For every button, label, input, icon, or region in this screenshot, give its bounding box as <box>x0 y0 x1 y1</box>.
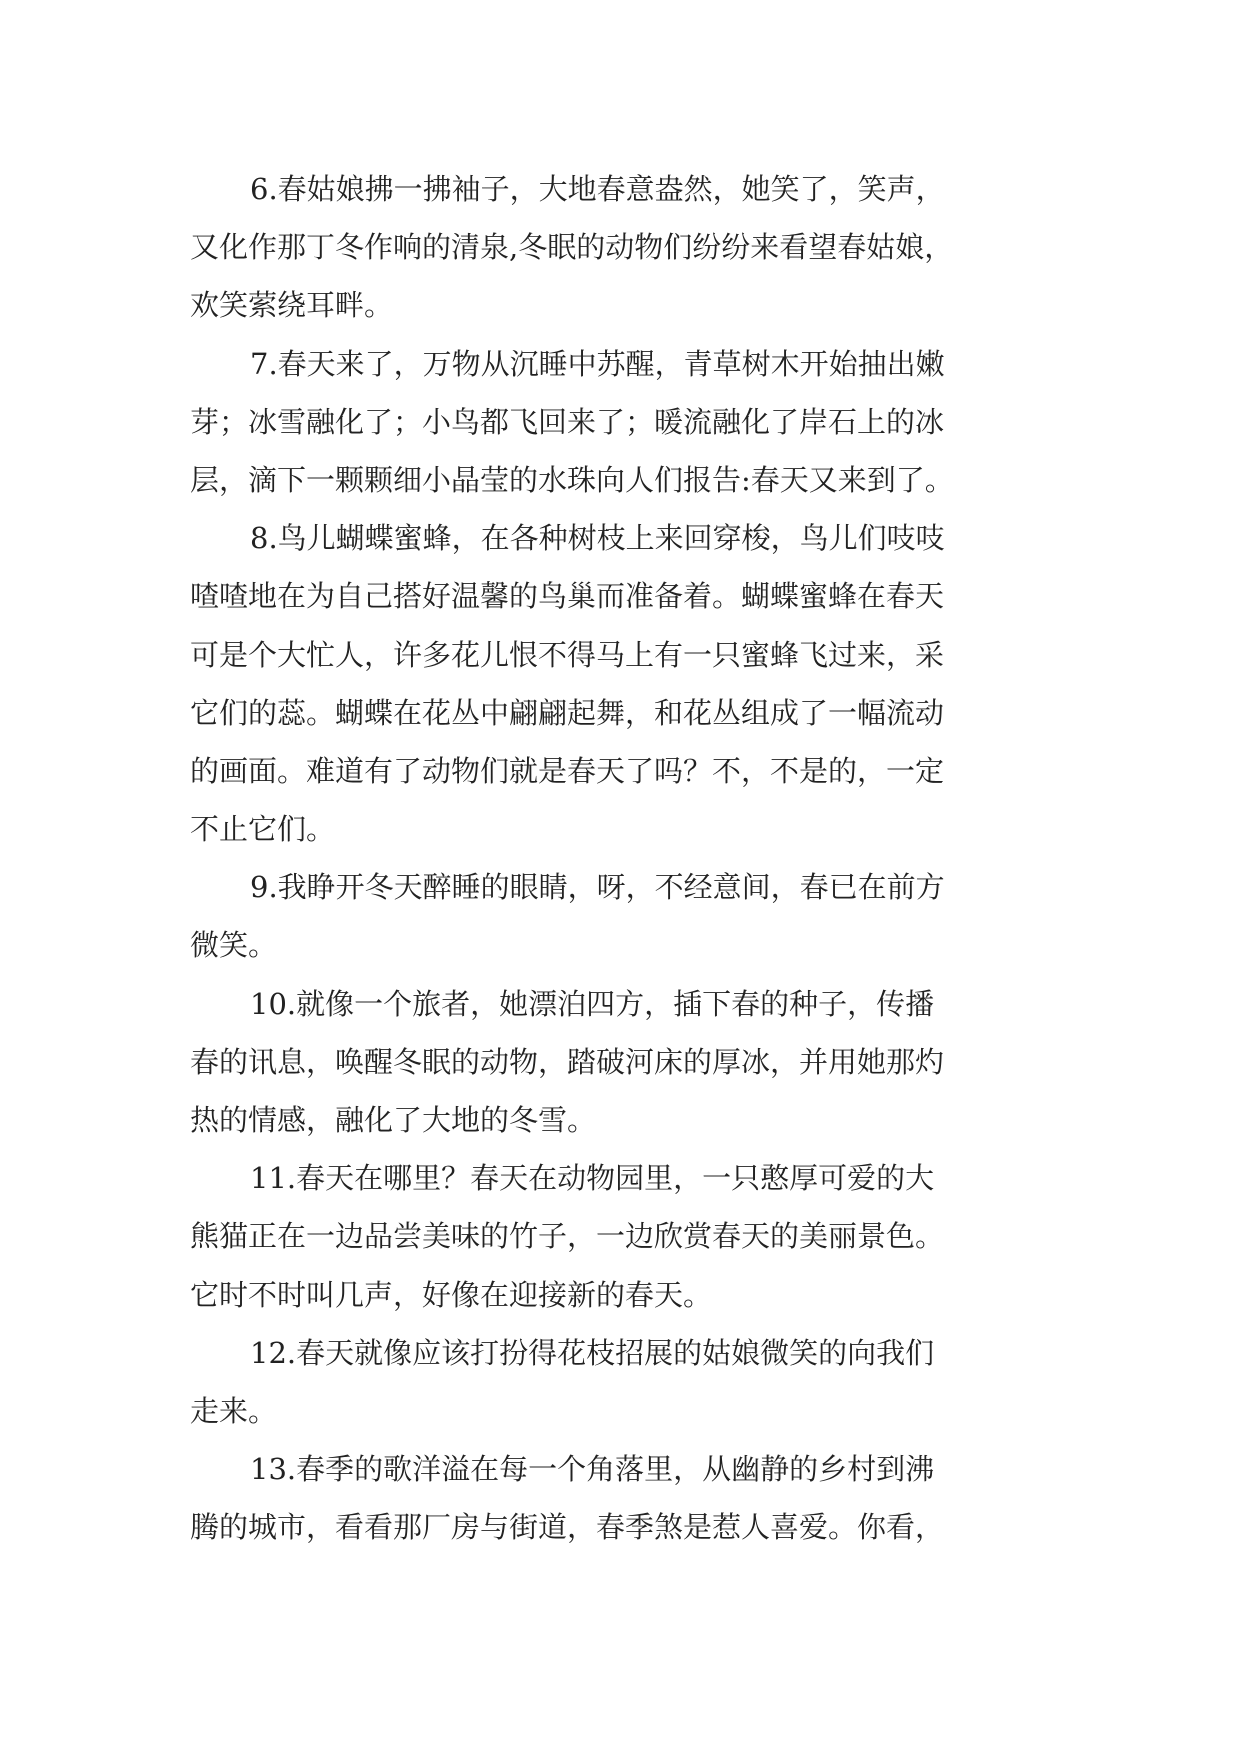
text-line: 12.春天就像应该打扮得花枝招展的姑娘微笑的向我们 <box>250 1335 935 1370</box>
text-line: 6.春姑娘拂一拂袖子，大地春意盎然，她笑了，笑声， <box>250 172 945 206</box>
document-body <box>190 160 1075 1557</box>
text-line: 可是个大忙人，许多花儿恨不得马上有一只蜜蜂飞过来，采 <box>190 637 945 672</box>
text-line: 不止它们。 <box>190 812 336 847</box>
text-line: 微笑。 <box>190 928 278 963</box>
text-line: 腾的城市，看看那厂房与街道，春季煞是惹人喜爱。你看， <box>190 1510 945 1545</box>
text-line: 熊猫正在一边品尝美味的竹子，一边欣赏春天的美丽景色。 <box>190 1219 945 1254</box>
text-line: 它时不时叫几声，好像在迎接新的春天。 <box>190 1277 713 1312</box>
text-line: 7.春天来了，万物从沉睡中苏醒，青草树木开始抽出嫩 <box>250 346 945 381</box>
text-line: 走来。 <box>190 1393 278 1428</box>
text-line: 热的情感，融化了大地的冬雪。 <box>190 1103 597 1137</box>
text-line: 11.春天在哪里？春天在动物园里，一只憨厚可爱的大 <box>250 1161 935 1196</box>
text-line: 春的讯息，唤醒冬眠的动物，踏破河床的厚冰，并用她那灼 <box>190 1044 945 1079</box>
text-line: 层，滴下一颗颗细小晶莹的水珠向人们报告:春天又来到了。 <box>190 462 954 497</box>
text-line: 又化作那丁冬作响的清泉,冬眠的动物们纷纷来看望春姑娘， <box>190 230 954 265</box>
text-line: 芽；冰雪融化了；小鸟都飞回来了；暖流融化了岸石上的冰 <box>190 404 945 439</box>
text-line: 欢笑萦绕耳畔。 <box>190 288 394 323</box>
text-line: 的画面。难道有了动物们就是春天了吗？不，不是的，一定 <box>190 753 945 788</box>
text-line: 9.我睁开冬天醉睡的眼睛，呀，不经意间，春已在前方 <box>250 870 945 905</box>
text-line: 13.春季的歌洋溢在每一个角落里，从幽静的乡村到沸 <box>250 1452 935 1487</box>
text-line: 10.就像一个旅者，她漂泊四方，插下春的种子，传播 <box>250 986 935 1021</box>
text-line: 8.鸟儿蝴蝶蜜蜂，在各种树枝上来回穿梭，鸟儿们吱吱 <box>250 521 945 556</box>
text-line: 喳喳地在为自己搭好温馨的鸟巢而准备着。蝴蝶蜜蜂在春天 <box>190 579 945 614</box>
text-line: 它们的蕊。蝴蝶在花丛中翩翩起舞，和花丛组成了一幅流动 <box>190 695 945 730</box>
